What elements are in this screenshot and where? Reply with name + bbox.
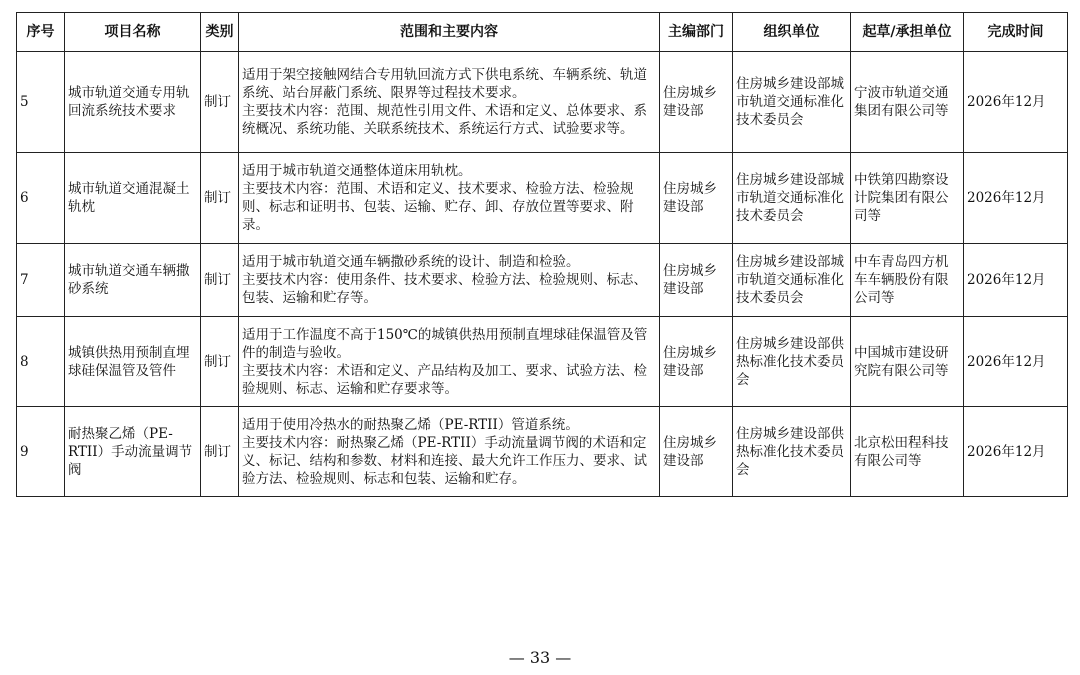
cell-dept: 住房城乡建设部: [660, 153, 733, 244]
cell-org: 住房城乡建设部城市轨道交通标准化技术委员会: [733, 244, 851, 317]
scope-applies: 适用于使用冷热水的耐热聚乙烯（PE-RTII）管道系统。: [242, 416, 579, 433]
scope-content: 主要技术内容：使用条件、技术要求、检验方法、检验规则、标志、包装、运输和贮存等。: [242, 272, 647, 306]
cell-date: 2026年12月: [964, 244, 1068, 317]
scope-applies: 适用于架空接触网结合专用轨回流方式下供电系统、车辆系统、轨道系统、站台屏蔽门系统、限界等过程技术要求。: [242, 67, 647, 101]
table-header-row: [17, 13, 1068, 52]
header-scope: 范围和主要内容: [239, 13, 660, 52]
header-dept: 主编部门: [660, 13, 733, 52]
cell-name: 城市轨道交通车辆撒砂系统: [65, 244, 201, 317]
cell-date: 2026年12月: [964, 317, 1068, 407]
cell-no: 7: [17, 244, 65, 317]
cell-type: 制订: [201, 407, 239, 497]
scope-content: 主要技术内容：术语和定义、产品结构及加工、要求、试验方法、检验规则、标志、运输和贮存要求等。: [242, 362, 647, 397]
scope-applies: 适用于工作温度不高于150℃的城镇供热用预制直埋球硅保温管及管件的制造与验收。: [242, 326, 648, 361]
page-number: — 33 —: [508, 648, 572, 667]
scope-content: 主要技术内容：范围、规范性引用文件、术语和定义、总体要求、系统概况、系统功能、关联系统技术、系统运行方式、试验要求等。: [242, 103, 647, 137]
header-no: 序号: [17, 13, 65, 52]
cell-scope: [239, 244, 660, 317]
cell-scope: [239, 407, 660, 497]
scope-content: 主要技术内容：范围、术语和定义、技术要求、检验方法、检验规则、标志和证明书、包装、运输、贮存、卸、存放位置等要求、附录。: [242, 181, 634, 233]
table-row: [17, 244, 1068, 317]
cell-name: 城市轨道交通混凝土轨枕: [65, 153, 201, 244]
scope-applies: 适用于城市轨道交通车辆撒砂系统的设计、制造和检验。: [242, 254, 580, 270]
cell-org: 住房城乡建设部城市轨道交通标准化技术委员会: [733, 153, 851, 244]
header-drafter: 起草/承担单位: [851, 13, 964, 52]
cell-drafter: 宁波市轨道交通集团有限公司等: [851, 52, 964, 153]
header-date: 完成时间: [964, 13, 1068, 52]
cell-drafter: 中车青岛四方机车车辆股份有限公司等: [851, 244, 964, 317]
scope-applies: 适用于城市轨道交通整体道床用轨枕。: [242, 163, 472, 179]
cell-name: 城市轨道交通专用轨回流系统技术要求: [65, 52, 201, 153]
cell-no: 6: [17, 153, 65, 244]
cell-type: 制订: [201, 244, 239, 317]
header-name: 项目名称: [65, 13, 201, 52]
cell-name: 城镇供热用预制直埋球硅保温管及管件: [65, 317, 201, 407]
table-row: [17, 317, 1068, 407]
cell-type: 制订: [201, 52, 239, 153]
table-row: [17, 407, 1068, 497]
cell-no: 8: [17, 317, 65, 407]
cell-drafter: 北京松田程科技有限公司等: [851, 407, 964, 497]
cell-type: 制订: [201, 317, 239, 407]
cell-type: 制订: [201, 153, 239, 244]
cell-dept: 住房城乡建设部: [660, 407, 733, 497]
table-row: [17, 153, 1068, 244]
scope-content: 主要技术内容：耐热聚乙烯（PE-RTII）手动流量调节阀的术语和定义、标记、结构和参数、材料和连接、最大允许工作压力、要求、试验方法、检验规则、标志和包装、运输和贮存。: [242, 434, 647, 487]
cell-drafter: 中铁第四勘察设计院集团有限公司等: [851, 153, 964, 244]
header-org: 组织单位: [733, 13, 851, 52]
cell-date: 2026年12月: [964, 52, 1068, 153]
cell-date: 2026年12月: [964, 407, 1068, 497]
cell-no: 9: [17, 407, 65, 497]
cell-org: 住房城乡建设部供热标准化技术委员会: [733, 407, 851, 497]
cell-dept: 住房城乡建设部: [660, 244, 733, 317]
cell-org: 住房城乡建设部供热标准化技术委员会: [733, 317, 851, 407]
cell-drafter: 中国城市建设研究院有限公司等: [851, 317, 964, 407]
header-type: 类别: [201, 13, 239, 52]
cell-dept: 住房城乡建设部: [660, 52, 733, 153]
cell-name: 耐热聚乙烯（PE-RTII）手动流量调节阀: [65, 407, 201, 497]
standards-table: [16, 12, 1068, 497]
table-row: [17, 52, 1068, 153]
cell-scope: [239, 153, 660, 244]
cell-no: 5: [17, 52, 65, 153]
cell-org: 住房城乡建设部城市轨道交通标准化技术委员会: [733, 52, 851, 153]
cell-scope: [239, 317, 660, 407]
cell-scope: [239, 52, 660, 153]
cell-dept: 住房城乡建设部: [660, 317, 733, 407]
cell-date: 2026年12月: [964, 153, 1068, 244]
